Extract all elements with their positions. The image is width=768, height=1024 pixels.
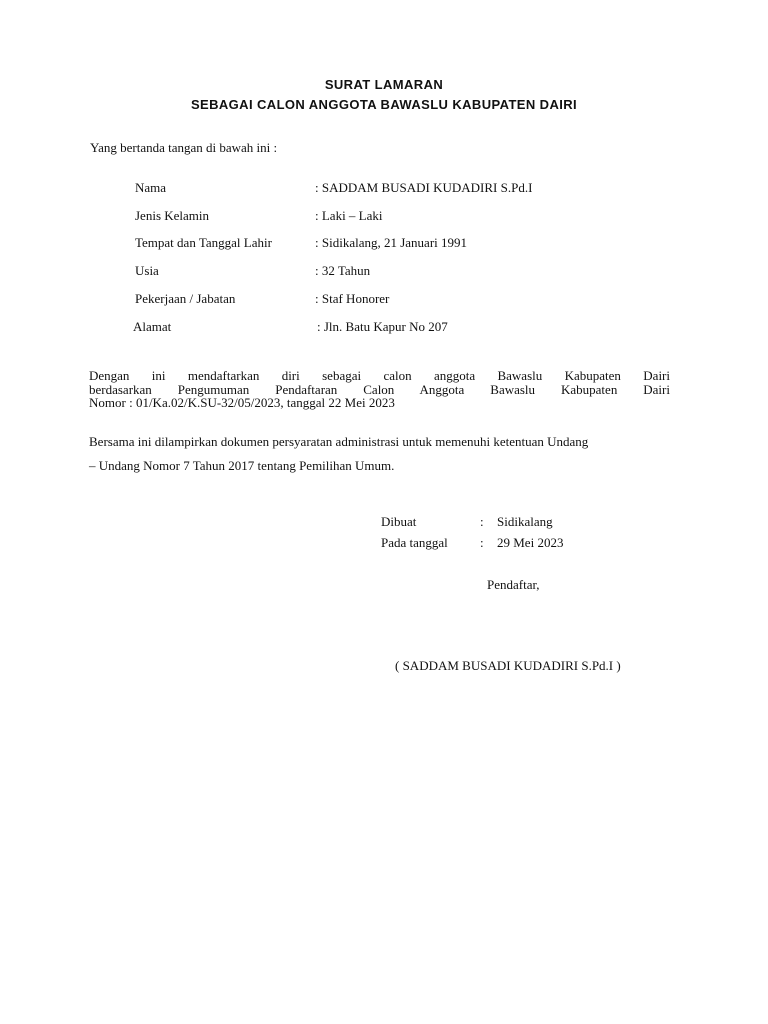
field-value-tempat-tanggal-lahir: : Sidikalang, 21 Januari 1991 xyxy=(315,235,468,250)
field-label-usia: Usia xyxy=(135,263,159,278)
place-label: Dibuat xyxy=(381,514,417,529)
letter-subtitle: SEBAGAI CALON ANGGOTA BAWASLU KABUPATEN DAIRI xyxy=(190,97,578,112)
field-value-usia: : 32 Tahun xyxy=(315,263,371,278)
attachment-paragraph xyxy=(89,430,588,478)
field-label-pekerjaan: Pekerjaan / Jabatan xyxy=(135,291,236,306)
field-label-nama: Nama xyxy=(135,180,167,195)
signer-role: Pendaftar, xyxy=(487,577,540,592)
place-colon: : xyxy=(480,514,484,529)
registration-paragraph xyxy=(89,369,670,410)
registration-paragraph-line: berdasarkan Pengumuman Pendaftaran Calon Anggota Bawaslu Kabupaten Dairi xyxy=(89,381,670,397)
date-value: 29 Mei 2023 xyxy=(497,535,564,550)
place-value: Sidikalang xyxy=(497,514,553,529)
field-label-tempat-tanggal-lahir: Tempat dan Tanggal Lahir xyxy=(135,235,272,250)
letter-title: SURAT LAMARAN xyxy=(324,77,444,92)
registration-paragraph-line: Nomor : 01/Ka.02/K.SU-32/05/2023, tanggal 22 Mei 2023 xyxy=(89,395,395,410)
signer-name: ( SADDAM BUSADI KUDADIRI S.Pd.I ) xyxy=(395,658,621,673)
attachment-paragraph-line: – Undang Nomor 7 Tahun 2017 tentang Pemilihan Umum. xyxy=(89,458,395,473)
field-value-nama: : SADDAM BUSADI KUDADIRI S.Pd.I xyxy=(315,180,533,195)
field-label-jenis-kelamin: Jenis Kelamin xyxy=(135,208,210,223)
field-value-pekerjaan: : Staf Honorer xyxy=(315,291,390,306)
field-value-jenis-kelamin: : Laki – Laki xyxy=(315,208,383,223)
date-label: Pada tanggal xyxy=(381,535,448,550)
field-label-alamat: Alamat xyxy=(133,319,172,334)
registration-paragraph-line: Dengan ini mendaftarkan diri sebagai calon anggota Bawaslu Kabupaten Dairi xyxy=(89,368,670,383)
field-value-alamat: : Jln. Batu Kapur No 207 xyxy=(317,319,448,334)
attachment-paragraph-line: Bersama ini dilampirkan dokumen persyaratan administrasi untuk memenuhi ketentuan Undang xyxy=(89,434,589,449)
intro-text: Yang bertanda tangan di bawah ini : xyxy=(90,140,278,155)
date-colon: : xyxy=(480,535,484,550)
